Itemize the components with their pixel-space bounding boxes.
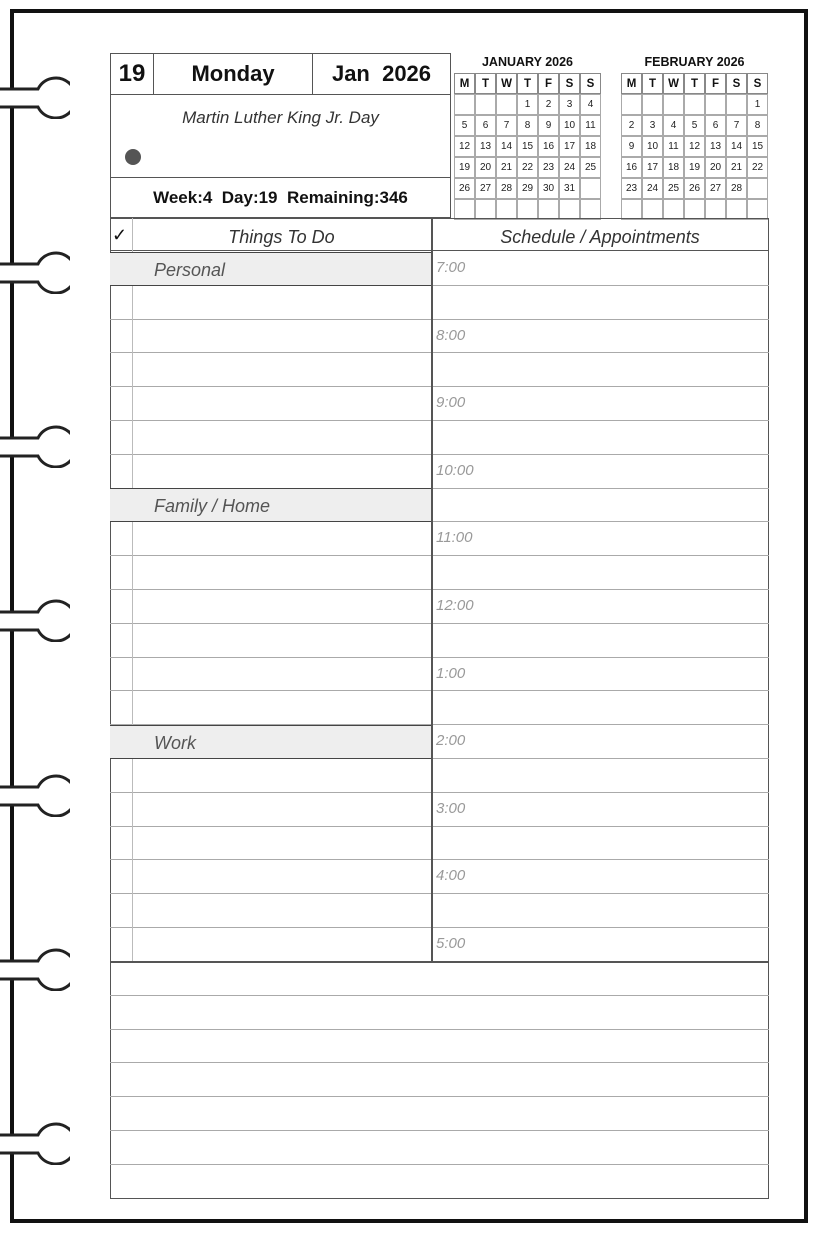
rule-line bbox=[431, 589, 769, 590]
calendar-day: 2 bbox=[621, 115, 642, 136]
calendar-day: 20 bbox=[705, 157, 726, 178]
calendar-day: 21 bbox=[726, 157, 747, 178]
calendar-day bbox=[747, 178, 768, 199]
calendar-day: 13 bbox=[475, 136, 496, 157]
section-family-home bbox=[110, 488, 431, 522]
calendar-day: 8 bbox=[517, 115, 538, 136]
column-divider bbox=[431, 218, 433, 961]
calendar-day bbox=[538, 199, 559, 220]
calendar-day bbox=[663, 94, 684, 115]
calendar-day bbox=[454, 94, 475, 115]
rule-line bbox=[110, 927, 431, 928]
rule-line bbox=[110, 690, 431, 691]
calendar-day: 28 bbox=[496, 178, 517, 199]
calendar-day bbox=[475, 199, 496, 220]
calendar-day: 24 bbox=[559, 157, 580, 178]
calendar-day: 9 bbox=[538, 115, 559, 136]
calendar-day bbox=[559, 199, 580, 220]
rule-line bbox=[431, 285, 769, 286]
rule-line bbox=[110, 589, 431, 590]
rule-line bbox=[110, 454, 431, 455]
calendar-day-header: S bbox=[747, 73, 768, 94]
calendar-day: 26 bbox=[454, 178, 475, 199]
binder-ring-icon bbox=[0, 771, 70, 822]
calendar-day: 15 bbox=[517, 136, 538, 157]
calendar-day: 12 bbox=[454, 136, 475, 157]
calendar-day: 8 bbox=[747, 115, 768, 136]
calendar-day: 27 bbox=[475, 178, 496, 199]
calendar-day: 18 bbox=[663, 157, 684, 178]
calendar-day: 31 bbox=[559, 178, 580, 199]
section-personal bbox=[110, 252, 431, 286]
calendar-day: 21 bbox=[496, 157, 517, 178]
calendar-day: 3 bbox=[559, 94, 580, 115]
calendar-day-header: T bbox=[642, 73, 663, 94]
calendar-day-header: S bbox=[559, 73, 580, 94]
calendar-day bbox=[726, 94, 747, 115]
rule-line bbox=[431, 454, 769, 455]
section-label-family-home: Family / Home bbox=[154, 496, 271, 516]
time-slot-label: 10:00 bbox=[436, 462, 474, 479]
calendar-day: 29 bbox=[517, 178, 538, 199]
calendar-day-header: S bbox=[726, 73, 747, 94]
calendar-day-header: M bbox=[454, 73, 475, 94]
rule-line bbox=[110, 1164, 769, 1165]
rule-line bbox=[431, 488, 769, 489]
calendar-day bbox=[705, 94, 726, 115]
calendar-day: 28 bbox=[726, 178, 747, 199]
calendar-day-header: T bbox=[475, 73, 496, 94]
calendar-day: 23 bbox=[621, 178, 642, 199]
time-slot-label: 9:00 bbox=[436, 394, 466, 411]
calendar-day bbox=[621, 94, 642, 115]
calendar-day bbox=[684, 94, 705, 115]
rule-line bbox=[110, 657, 431, 658]
rule-line bbox=[110, 792, 431, 793]
calendar-day: 1 bbox=[747, 94, 768, 115]
check-column-header: ✓ bbox=[112, 225, 128, 245]
holiday-box bbox=[110, 94, 451, 178]
calendar-day: 7 bbox=[726, 115, 747, 136]
time-slot-label: 5:00 bbox=[436, 935, 466, 952]
calendar-day: 16 bbox=[621, 157, 642, 178]
calendar-day-header: W bbox=[663, 73, 684, 94]
rule-line bbox=[431, 758, 769, 759]
time-slot-label: 3:00 bbox=[436, 800, 466, 817]
time-slot-label: 2:00 bbox=[436, 732, 466, 749]
rule-line bbox=[431, 927, 769, 928]
rule-line bbox=[110, 319, 431, 320]
rule-line bbox=[431, 859, 769, 860]
rule-line bbox=[110, 1062, 769, 1063]
rule-line bbox=[110, 859, 431, 860]
rule-line bbox=[431, 657, 769, 658]
rule-line bbox=[110, 1096, 769, 1097]
rule-line bbox=[431, 623, 769, 624]
calendar-day: 23 bbox=[538, 157, 559, 178]
calendar-day: 9 bbox=[621, 136, 642, 157]
calendar-day bbox=[454, 199, 475, 220]
section-label-personal: Personal bbox=[154, 260, 226, 280]
calendar-day bbox=[705, 199, 726, 220]
calendar-day: 27 bbox=[705, 178, 726, 199]
calendar-day: 30 bbox=[538, 178, 559, 199]
month-year: Jan 2026 bbox=[312, 53, 451, 95]
calendar-day bbox=[684, 199, 705, 220]
calendar-day bbox=[475, 94, 496, 115]
rule-line bbox=[110, 623, 431, 624]
day-number: 19 bbox=[110, 53, 154, 95]
weekday: Monday bbox=[153, 53, 313, 95]
calendar-day-header: S bbox=[580, 73, 601, 94]
calendar-day: 15 bbox=[747, 136, 768, 157]
calendar-day: 1 bbox=[517, 94, 538, 115]
rule-line bbox=[431, 826, 769, 827]
rule-line bbox=[110, 961, 769, 963]
calendar-day-header: F bbox=[705, 73, 726, 94]
holiday-name: Martin Luther King Jr. Day bbox=[182, 108, 379, 127]
calendar-day: 16 bbox=[538, 136, 559, 157]
calendar-day: 14 bbox=[726, 136, 747, 157]
calendar-day: 7 bbox=[496, 115, 517, 136]
rule-line bbox=[110, 352, 431, 353]
time-slot-label: 4:00 bbox=[436, 867, 466, 884]
planner-grid bbox=[110, 218, 769, 1199]
binder-ring-icon bbox=[0, 422, 70, 473]
schedule-heading: Schedule / Appointments bbox=[500, 227, 700, 247]
rule-line bbox=[431, 555, 769, 556]
section-work bbox=[110, 725, 431, 759]
calendar-day: 4 bbox=[580, 94, 601, 115]
rule-line bbox=[431, 352, 769, 353]
calendar-day bbox=[496, 94, 517, 115]
calendar-day bbox=[747, 199, 768, 220]
binder-ring-icon bbox=[0, 1119, 70, 1170]
time-slot-label: 12:00 bbox=[436, 597, 474, 614]
calendar-day: 22 bbox=[747, 157, 768, 178]
calendar-day: 17 bbox=[642, 157, 663, 178]
calendar-day: 24 bbox=[642, 178, 663, 199]
rule-line bbox=[110, 1029, 769, 1030]
rule-line bbox=[110, 555, 431, 556]
rule-line bbox=[431, 386, 769, 387]
calendar-day: 4 bbox=[663, 115, 684, 136]
calendar-day: 10 bbox=[642, 136, 663, 157]
calendar-day: 10 bbox=[559, 115, 580, 136]
calendar-day: 5 bbox=[684, 115, 705, 136]
moon-phase-icon bbox=[125, 149, 141, 165]
rule-line bbox=[431, 792, 769, 793]
binder-ring-icon bbox=[0, 248, 70, 299]
calendar-day: 25 bbox=[663, 178, 684, 199]
rule-line bbox=[431, 319, 769, 320]
calendar-day: 14 bbox=[496, 136, 517, 157]
binder-ring-icon bbox=[0, 73, 70, 124]
things-to-do-heading: Things To Do bbox=[228, 227, 335, 247]
calendar-day bbox=[517, 199, 538, 220]
calendar-day: 26 bbox=[684, 178, 705, 199]
calendar-day: 20 bbox=[475, 157, 496, 178]
week-stats: Week:4 Day:19 Remaining:346 bbox=[110, 177, 451, 218]
rule-line bbox=[110, 386, 431, 387]
binder-ring-icon bbox=[0, 945, 70, 996]
calendar-day: 25 bbox=[580, 157, 601, 178]
calendar-day: 17 bbox=[559, 136, 580, 157]
calendar-day: 11 bbox=[580, 115, 601, 136]
rule-line bbox=[110, 995, 769, 996]
calendar-day-header: W bbox=[496, 73, 517, 94]
time-slot-label: 7:00 bbox=[436, 259, 466, 276]
calendar-day: 3 bbox=[642, 115, 663, 136]
rule-line bbox=[431, 893, 769, 894]
section-label-work: Work bbox=[154, 733, 196, 753]
calendar-day: 13 bbox=[705, 136, 726, 157]
calendar-day bbox=[642, 94, 663, 115]
calendar-day: 18 bbox=[580, 136, 601, 157]
calendar-day-header: T bbox=[684, 73, 705, 94]
calendar-day: 5 bbox=[454, 115, 475, 136]
time-slot-label: 1:00 bbox=[436, 665, 466, 682]
rule-line bbox=[110, 826, 431, 827]
calendar-day-header: F bbox=[538, 73, 559, 94]
calendar-day: 2 bbox=[538, 94, 559, 115]
calendar-day: 6 bbox=[705, 115, 726, 136]
rule-line bbox=[431, 521, 769, 522]
calendar-day: 22 bbox=[517, 157, 538, 178]
calendar-day: 19 bbox=[684, 157, 705, 178]
calendar-day bbox=[642, 199, 663, 220]
calendar-day: 11 bbox=[663, 136, 684, 157]
calendar-day bbox=[580, 178, 601, 199]
calendar-day: 19 bbox=[454, 157, 475, 178]
rule-line bbox=[431, 724, 769, 725]
column-divider bbox=[132, 218, 133, 961]
january-calendar-title: JANUARY 2026 bbox=[481, 55, 573, 69]
calendar-day: 6 bbox=[475, 115, 496, 136]
calendar-day-header: T bbox=[517, 73, 538, 94]
rule-line bbox=[431, 420, 769, 421]
rule-line bbox=[431, 690, 769, 691]
calendar-day: 12 bbox=[684, 136, 705, 157]
rule-line bbox=[110, 1130, 769, 1131]
rule-line bbox=[110, 420, 431, 421]
time-slot-label: 8:00 bbox=[436, 327, 466, 344]
time-slot-label: 11:00 bbox=[436, 529, 473, 546]
calendar-day bbox=[726, 199, 747, 220]
calendar-day-header: M bbox=[621, 73, 642, 94]
calendar-day bbox=[663, 199, 684, 220]
february-calendar-title: FEBRUARY 2026 bbox=[644, 55, 745, 69]
calendar-day bbox=[580, 199, 601, 220]
rule-line bbox=[110, 893, 431, 894]
calendar-day bbox=[621, 199, 642, 220]
calendar-day bbox=[496, 199, 517, 220]
binder-ring-icon bbox=[0, 596, 70, 647]
